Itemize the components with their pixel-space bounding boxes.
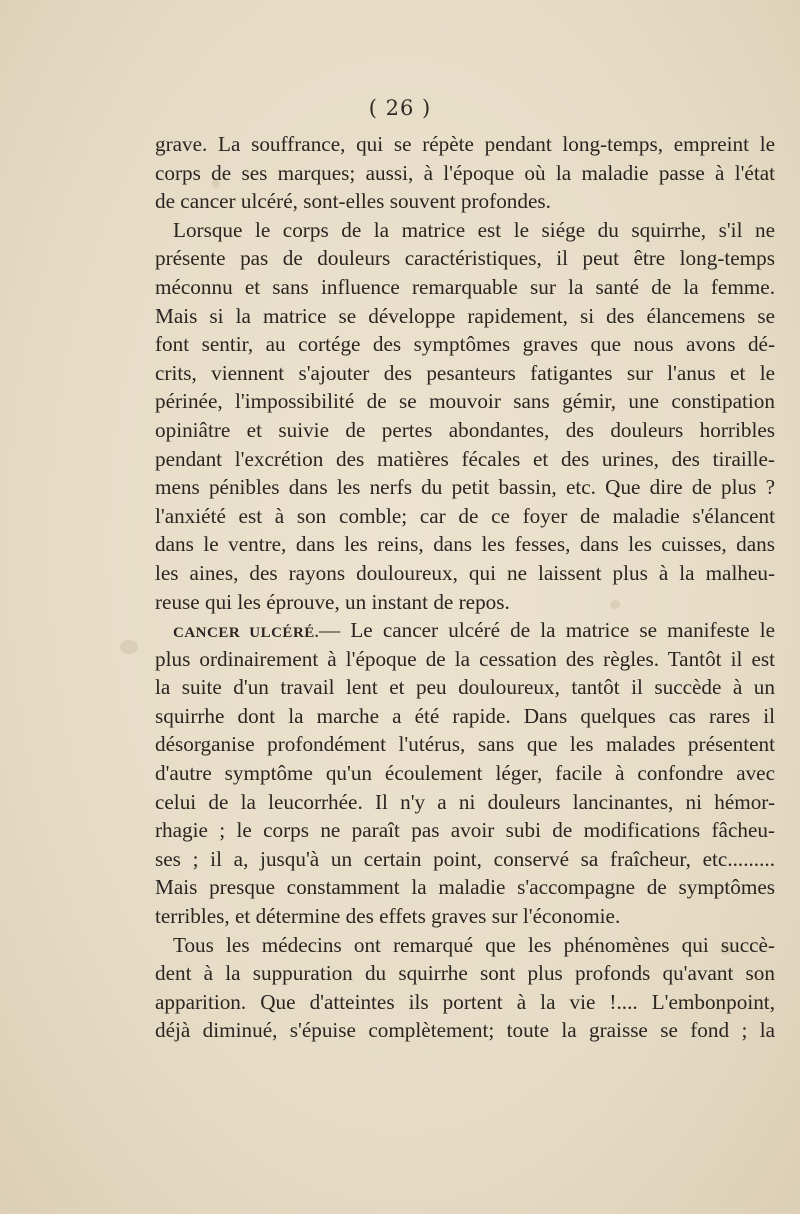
text-line: corps de ses marques; aussi, à l'époque où la maladie passe à l'état [155,160,775,185]
text-line: apparition. Que d'atteintes ils portent à la vie !.... L'embonpoint, [155,989,775,1014]
text-line: périnée, l'impossibilité de se mouvoir sans gémir, une constipation [155,389,775,414]
text-line: crits, viennent s'ajouter des pesanteurs fatigantes sur l'anus et le [155,360,775,385]
text-line: terribles, et détermine des effets graves sur l'économie. [155,904,621,929]
text-line: Mais presque constamment la maladie s'accompagne de symptômes [155,875,775,900]
text-line: déjà diminué, s'épuise complètement; toute la graisse se fond ; la [155,1018,775,1043]
text-line: présente pas de douleurs caractéristiques, il peut être long-temps [155,246,775,271]
text-line: méconnu et sans influence remarquable sur la santé de la femme. [155,274,775,299]
text-line: celui de la leucorrhée. Il n'y a ni douleurs lancinantes, ni hémor- [155,789,775,814]
text-line-rest: — Le cancer ulcéré de la matrice se manifeste le [319,618,775,643]
text-line: reuse qui les éprouve, un instant de repos. [155,589,510,614]
text-line: rhagie ; le corps ne paraît pas avoir subi de modifications fâcheu- [155,818,775,843]
text-line: Lorsque le corps de la matrice est le siége du squirrhe, s'il ne [173,217,775,242]
text-line: les aines, des rayons douloureux, qui ne laissent plus à la malheu- [155,560,775,585]
text-line: font sentir, au cortége des symptômes graves que nous avons dé- [155,332,775,357]
text-line: dent à la suppuration du squirrhe sont plus profonds qu'avant son [155,961,775,986]
text-line: dans le ventre, dans les reins, dans les fesses, dans les cuisses, dans [155,532,775,557]
text-line: la suite d'un travail lent et peu douloureux, tantôt il succède à un [155,675,775,700]
text-line: désorganise profondément l'utérus, sans que les malades présentent [155,732,775,757]
text-line: ses ; il a, jusqu'à un certain point, conservé sa fraîcheur, etc......... [155,846,775,871]
body-text [155,130,775,1045]
text-line: mens pénibles dans les nerfs du petit bassin, etc. Que dire de plus ? [155,475,775,500]
text-line: de cancer ulcéré, sont-elles souvent profondes. [155,189,551,214]
text-line: grave. La souffrance, qui se répète pendant long-temps, empreint le [155,132,775,156]
text-line: Tous les médecins ont remarqué que les phénomènes qui succè- [173,932,775,957]
foxing-spot [120,640,138,654]
page-number: ( 26 ) [368,96,432,120]
text-line: squirrhe dont la marche a été rapide. Dans quelques cas rares il [155,703,775,728]
text-line: pendant l'excrétion des matières fécales et des urines, des tiraille- [155,446,775,471]
text-line: opiniâtre et suivie de pertes abondantes, des douleurs horribles [155,417,775,442]
text-line: plus ordinairement à l'époque de la cessation des règles. Tantôt il est [155,646,775,671]
text-line [155,616,775,645]
section-heading: CANCER ULCÉRÉ. [173,625,320,642]
text-line: Mais si la matrice se développe rapidement, si des élancemens se [155,303,775,328]
text-line: d'autre symptôme qu'un écoulement léger, facile à confondre avec [155,761,775,786]
text-line: l'anxiété est à son comble; car de ce foyer de maladie s'élancent [155,503,775,528]
